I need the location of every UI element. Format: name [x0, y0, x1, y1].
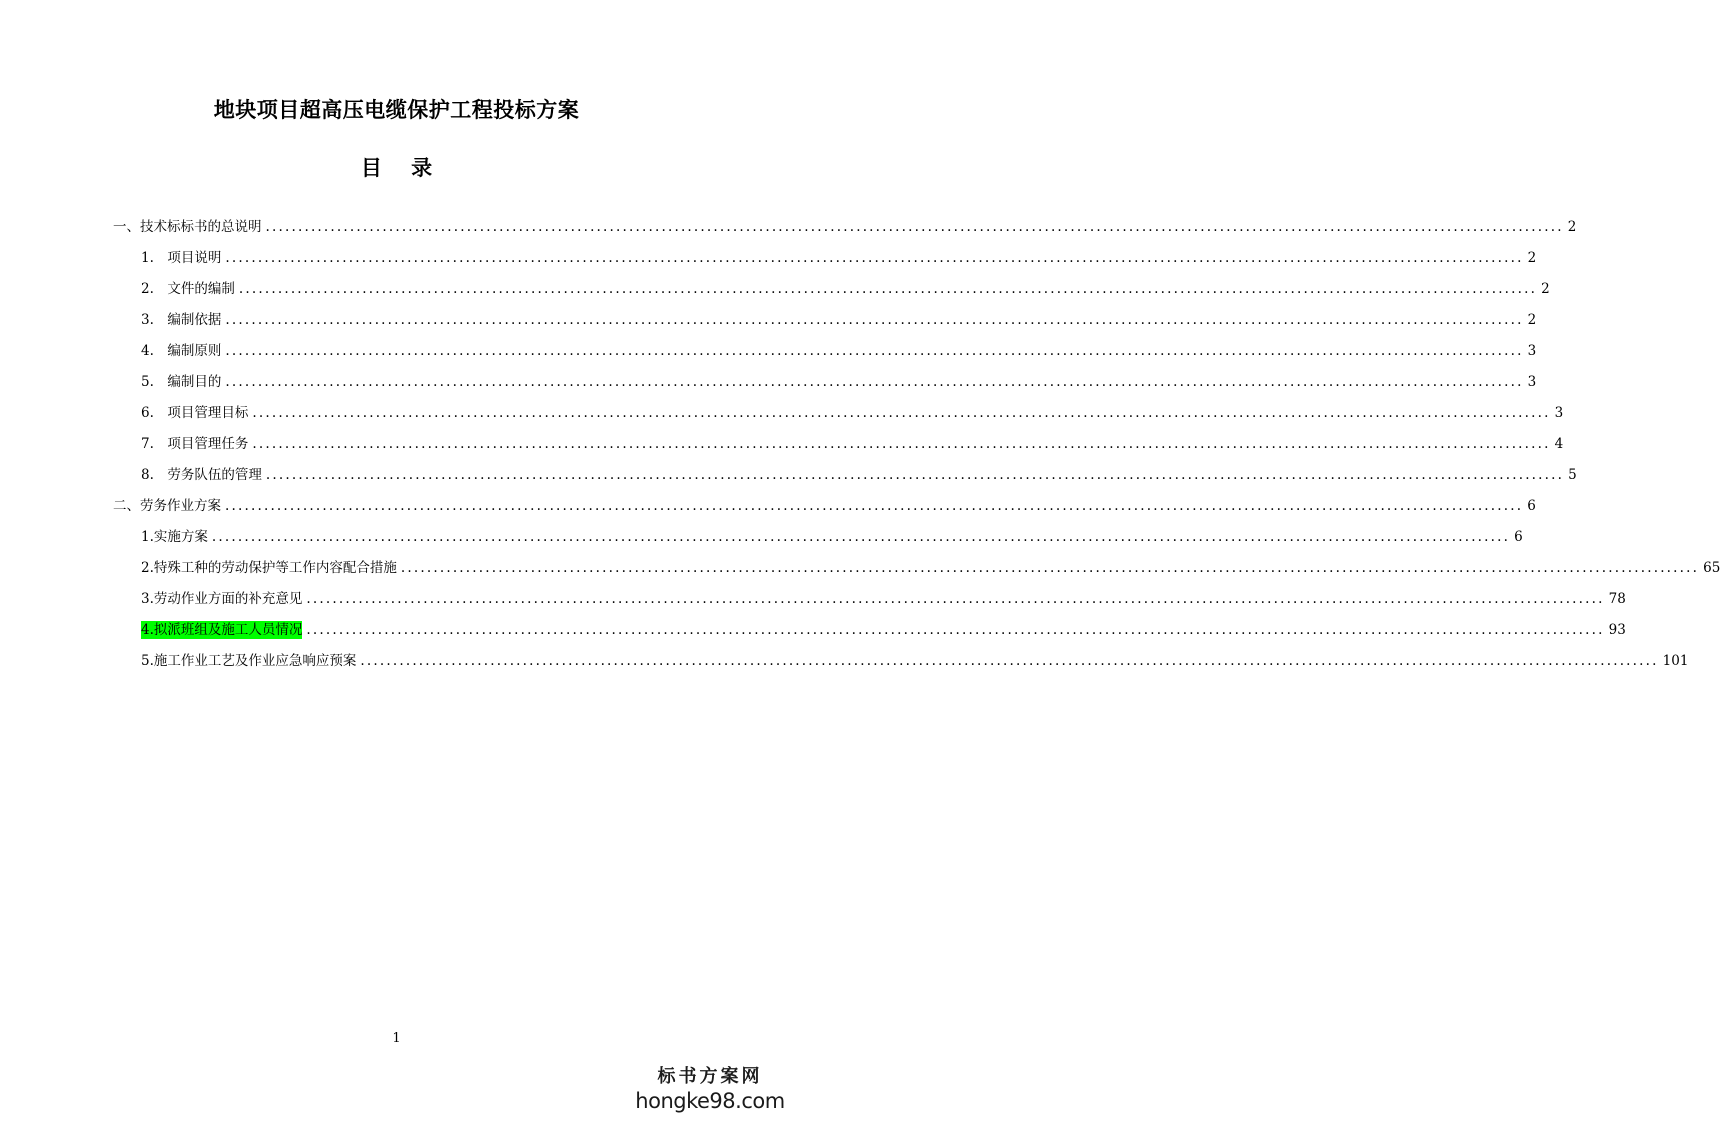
page-number: 1 [392, 1031, 401, 1046]
toc-entry-page: 6 [1527, 498, 1536, 514]
toc-entry[interactable] [141, 396, 1564, 422]
toc-leader-dots: ........................................................................................................................................................................................................ [225, 498, 1524, 514]
toc-entry[interactable] [141, 582, 1626, 608]
toc-leader-dots: ........................................................................................................................................................................................................ [306, 622, 1605, 638]
toc-entry-page: 3 [1527, 343, 1537, 359]
toc-entry-page: 3 [1527, 374, 1537, 390]
toc-entry[interactable] [141, 551, 1720, 577]
toc-entry-page: 3 [1554, 405, 1564, 421]
toc-entry-page: 2 [1541, 281, 1550, 297]
toc-leader-dots: ........................................................................................................................................................................................................ [225, 374, 1524, 390]
toc-leader-dots: ........................................................................................................................................................................................................ [252, 436, 1551, 452]
toc-entry-page: 2 [1527, 250, 1537, 266]
toc-leader-dots: ........................................................................................................................................................................................................ [211, 529, 1511, 545]
toc-entry[interactable] [141, 644, 1689, 670]
toc-entry-label: 一、技术标标书的总说明 [113, 219, 262, 235]
toc-leader-dots: ........................................................................................................................................................................................................ [360, 653, 1659, 669]
toc-entry[interactable] [141, 365, 1537, 391]
toc-leader-dots: ........................................................................................................................................................................................................ [265, 219, 1564, 235]
toc-entry[interactable] [141, 272, 1550, 298]
toc-leader-dots: ........................................................................................................................................................................................................ [225, 343, 1524, 359]
toc-entry-label: 6. 项目管理目标 [141, 405, 249, 421]
toc-entry[interactable] [113, 489, 1536, 515]
toc-leader-dots: ........................................................................................................................................................................................................ [306, 591, 1605, 607]
toc-entry-label: 二、劳务作业方案 [113, 498, 221, 514]
toc-entry-page: 2 [1527, 312, 1537, 328]
toc-leader-dots: ........................................................................................................................................................................................................ [238, 281, 1538, 297]
toc-heading: 目 录 [360, 156, 433, 180]
toc-entry[interactable] [141, 427, 1564, 453]
toc-entry-page: 4 [1554, 436, 1564, 452]
document-title: 地块项目超高压电缆保护工程投标方案 [213, 98, 580, 122]
toc-entry[interactable] [141, 334, 1537, 360]
toc-entry-label: 2. 文件的编制 [141, 281, 235, 297]
toc-entry-page: 2 [1567, 219, 1577, 235]
watermark-domain-text: hongke98.com [635, 1089, 785, 1113]
toc-entry-page: 101 [1662, 653, 1689, 669]
toc-leader-dots: ........................................................................................................................................................................................................ [252, 405, 1551, 421]
toc-entry-label: 1. 项目说明 [141, 250, 222, 266]
toc-entry-label: 7. 项目管理任务 [141, 436, 249, 452]
toc-entry-page: 5 [1568, 467, 1577, 483]
toc-leader-dots: ........................................................................................................................................................................................................ [225, 312, 1524, 328]
toc-entry-page: 78 [1608, 591, 1626, 607]
watermark-logo [630, 1066, 790, 1114]
toc-leader-dots: ........................................................................................................................................................................................................ [265, 467, 1565, 483]
toc-leader-dots: ........................................................................................................................................................................................................ [400, 560, 1700, 576]
toc-entry[interactable] [141, 520, 1523, 546]
toc-entry-label: 4.拟派班组及施工人员情况 [141, 622, 303, 638]
toc-entry[interactable] [113, 210, 1577, 236]
toc-entry-label: 2.特殊工种的劳动保护等工作内容配合措施 [141, 560, 397, 576]
toc-entry-page: 6 [1514, 529, 1523, 545]
toc-entry[interactable] [141, 458, 1577, 484]
toc-entry-page: 65 [1703, 560, 1720, 576]
toc-entry-label: 3.劳动作业方面的补充意见 [141, 591, 303, 607]
toc-entry[interactable] [141, 241, 1537, 267]
toc-entry[interactable] [141, 613, 1626, 639]
toc-entry-page: 93 [1608, 622, 1626, 638]
toc-entry-label: 5.施工作业工艺及作业应急响应预案 [141, 653, 357, 669]
toc-entry-label: 3. 编制依据 [141, 312, 222, 328]
toc-entry-label: 4. 编制原则 [141, 343, 222, 359]
toc-entry-label: 8. 劳务队伍的管理 [141, 467, 262, 483]
toc-leader-dots: ........................................................................................................................................................................................................ [225, 250, 1524, 266]
toc-entry-label: 5. 编制目的 [141, 374, 222, 390]
toc-entry[interactable] [141, 303, 1537, 329]
watermark-chinese-text: 标书方案网 [657, 1066, 763, 1087]
toc-entry-label: 1.实施方案 [141, 529, 208, 545]
